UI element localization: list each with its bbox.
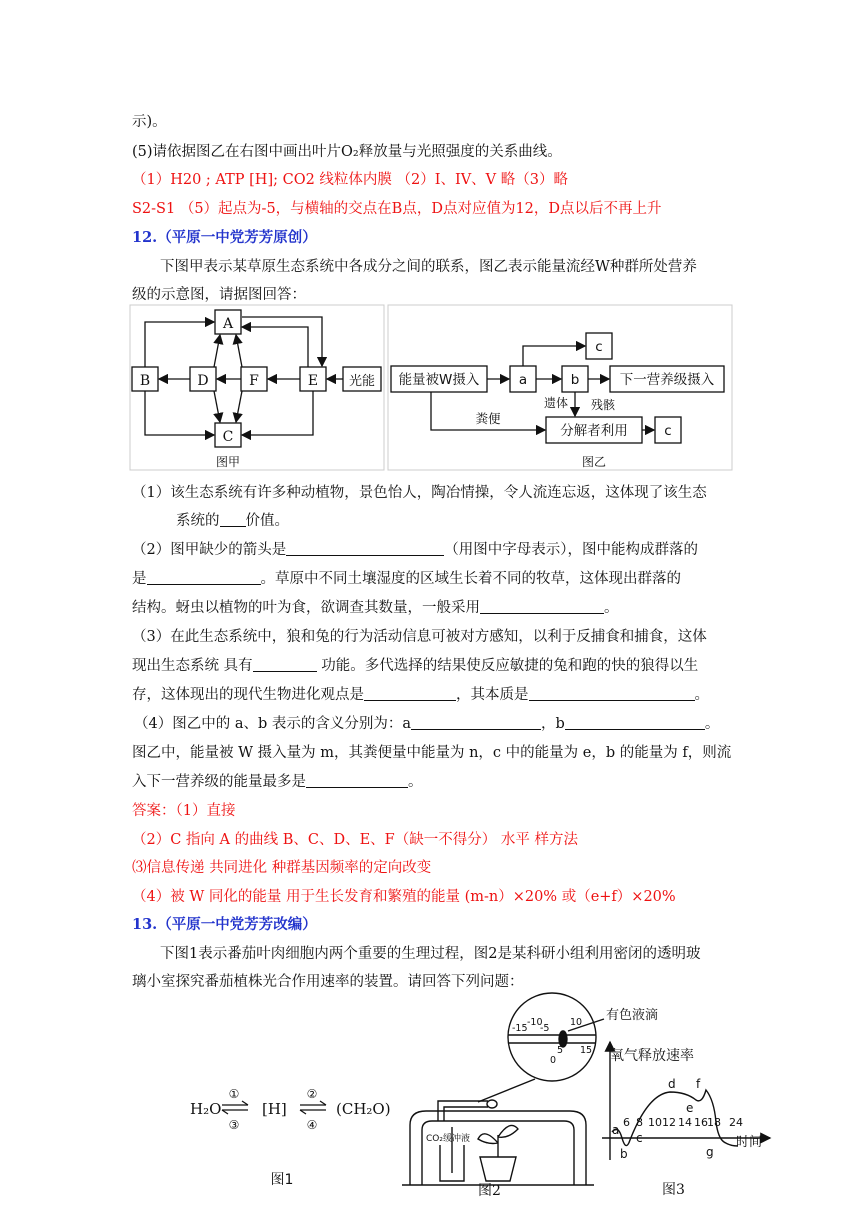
reaction-4-label: ④ — [306, 1118, 318, 1132]
point-label: e — [686, 1101, 694, 1115]
time-tick: 18 — [707, 1116, 721, 1129]
figure-jia — [130, 305, 384, 470]
x-axis-label: 时间 — [736, 1135, 763, 1150]
time-tick: 12 — [662, 1116, 676, 1129]
next-level-label: 下一营养级摄入 — [619, 372, 715, 388]
node-b-label: b — [570, 372, 580, 388]
time-tick: 24 — [729, 1116, 743, 1129]
scale-zero: 0 — [550, 1055, 557, 1066]
h2o-label: H₂O — [190, 1100, 222, 1118]
answer-line: S2-S1 （5）起点为-5，与横轴的交点在B点，D点对应值为12，D点以后不再上升 — [132, 201, 662, 217]
figure-1-caption: 图1 — [270, 1172, 294, 1188]
question-12-2: 结构。蚜虫以植物的叶为食，欲调查其数量，一般采用 。 — [132, 600, 619, 616]
question-12-2: （2）图甲缺少的箭头是 （用图中字母表示），图中能构成群落的 — [132, 542, 698, 558]
time-tick: 6 — [623, 1116, 630, 1129]
figure-yi — [388, 305, 732, 470]
question-12-4: （4）图乙中的 a、b 表示的含义分别为：a ，b 。 — [134, 716, 720, 732]
point-label: b — [620, 1147, 628, 1161]
box-e-label: E — [307, 373, 319, 389]
node-a-label: a — [518, 372, 528, 388]
scale-tick: -15 — [512, 1023, 528, 1034]
question-12-3: （3）在此生态系统中，狼和兔的行为活动信息可被对方感知，以利于反捕食和捕食，这体 — [132, 629, 707, 645]
time-tick: 10 — [648, 1116, 662, 1129]
buffer-label: CO₂缓冲液 — [426, 1134, 470, 1144]
scale-tick: 10 — [570, 1017, 583, 1028]
answer-line: （4）被 W 同化的能量 用于生长发育和繁殖的能量 (m-n）×20% 或（e+f）×20% — [132, 889, 676, 905]
question-12-intro: 级的示意图，请据图回答： — [132, 287, 306, 303]
h-label: [H] — [262, 1100, 287, 1118]
scale-tick: -5 — [540, 1023, 550, 1034]
light-energy-label: 光能 — [348, 374, 376, 389]
answer-line: ⑶信息传递 共同进化 种群基因频率的定向改变 — [132, 860, 432, 876]
question-12-4: 入下一营养级的能量最多是 。 — [132, 774, 423, 790]
box-d-label: D — [197, 373, 209, 389]
box-a-label: A — [222, 316, 234, 332]
time-tick: 16 — [694, 1116, 708, 1129]
reaction-3-label: ③ — [228, 1118, 240, 1132]
text-line: 示)。 — [132, 114, 167, 130]
remains-label: 遗体 — [543, 396, 569, 410]
question-12-4: 图乙中，能量被 W 摄入量为 m，其粪便量中能量为 n，c 中的能量为 e，b 的能量为 f，则流 — [132, 745, 732, 761]
question-13-intro: 璃小室探究番茄植株光合作用速率的装置。请回答下列问题： — [132, 974, 524, 990]
question-12-3: 存，这体现出的现代生物进化观点是 ，其本质是 。 — [132, 687, 709, 703]
point-label: a — [612, 1123, 620, 1137]
time-tick: 8 — [636, 1116, 643, 1129]
figure-yi-caption: 图乙 — [581, 455, 607, 469]
answer-line: 答案：（1）直接 — [132, 803, 236, 819]
question-12-1: （1）该生态系统有许多种动植物，景色怡人，陶冶情操，令人流连忘返，这体现了该生态 — [132, 485, 707, 501]
question-13-intro: 下图1表示番茄叶肉细胞内两个重要的生理过程，图2是某科研小组利用密闭的透明玻 — [160, 946, 701, 962]
ch2o-label: (CH₂O) — [336, 1100, 391, 1118]
node-c-bottom-label: c — [664, 423, 672, 439]
figure-3-caption: 图3 — [662, 1182, 685, 1198]
figure-jia-caption: 图甲 — [215, 455, 241, 469]
decomposer-label: 分解者利用 — [560, 423, 628, 439]
figure-2-caption: 图2 — [478, 1183, 501, 1199]
feces-label: 粪便 — [475, 411, 501, 426]
scale-tick: -10 — [527, 1017, 543, 1028]
figure-1 — [182, 1080, 412, 1200]
node-c-top-label: c — [595, 339, 603, 355]
question-5-line: (5)请依据图乙在右图中画出叶片O₂释放量与光照强度的关系曲线。 — [132, 144, 562, 160]
question-12-heading: 12.（平原一中党芳芳原创） — [132, 229, 317, 246]
question-12-1: 系统的 价值。 — [176, 513, 289, 529]
point-label: c — [636, 1131, 643, 1145]
point-label: d — [668, 1077, 676, 1091]
y-axis-label: 氧气释放速率 — [610, 1048, 694, 1064]
scale-tick: 5 — [557, 1045, 564, 1056]
point-label: f — [696, 1077, 701, 1091]
answer-line: （2）C 指向 A 的曲线 B、C、D、E、F（缺一不得分） 水平 样方法 — [132, 832, 578, 848]
question-12-2: 是 。草原中不同土壤湿度的区域生长着不同的牧草，这体现出群落的 — [132, 571, 681, 587]
reaction-1-label: ① — [228, 1087, 240, 1101]
point-label: g — [706, 1145, 714, 1159]
droplet-label: 有色液滴 — [606, 1008, 659, 1023]
figure-3 — [596, 1030, 786, 1200]
box-f-label: F — [249, 373, 259, 389]
intake-label: 能量被W摄入 — [398, 372, 480, 388]
scale-labels — [512, 1017, 592, 1066]
box-b-label: B — [139, 373, 151, 389]
scale-tick: 15 — [580, 1045, 593, 1056]
box-c-label: C — [222, 429, 234, 445]
question-12-3: 现出生态系统 具有 功能。多代选择的结果使反应敏捷的兔和跑的快的狼得以生 — [132, 658, 699, 674]
remains-label: 残骸 — [590, 398, 616, 412]
reaction-2-label: ② — [306, 1087, 318, 1101]
time-tick: 14 — [678, 1116, 692, 1129]
answer-line: （1）H20 ; ATP [H]; CO2 线粒体内膜 （2）I、IV、V 略（3）略 — [132, 172, 568, 188]
question-13-heading: 13.（平原一中党芳芳改编） — [132, 916, 317, 933]
question-12-intro: 下图甲表示某草原生态系统中各成分之间的联系，图乙表示能量流经W种群所处营养 — [160, 259, 697, 275]
